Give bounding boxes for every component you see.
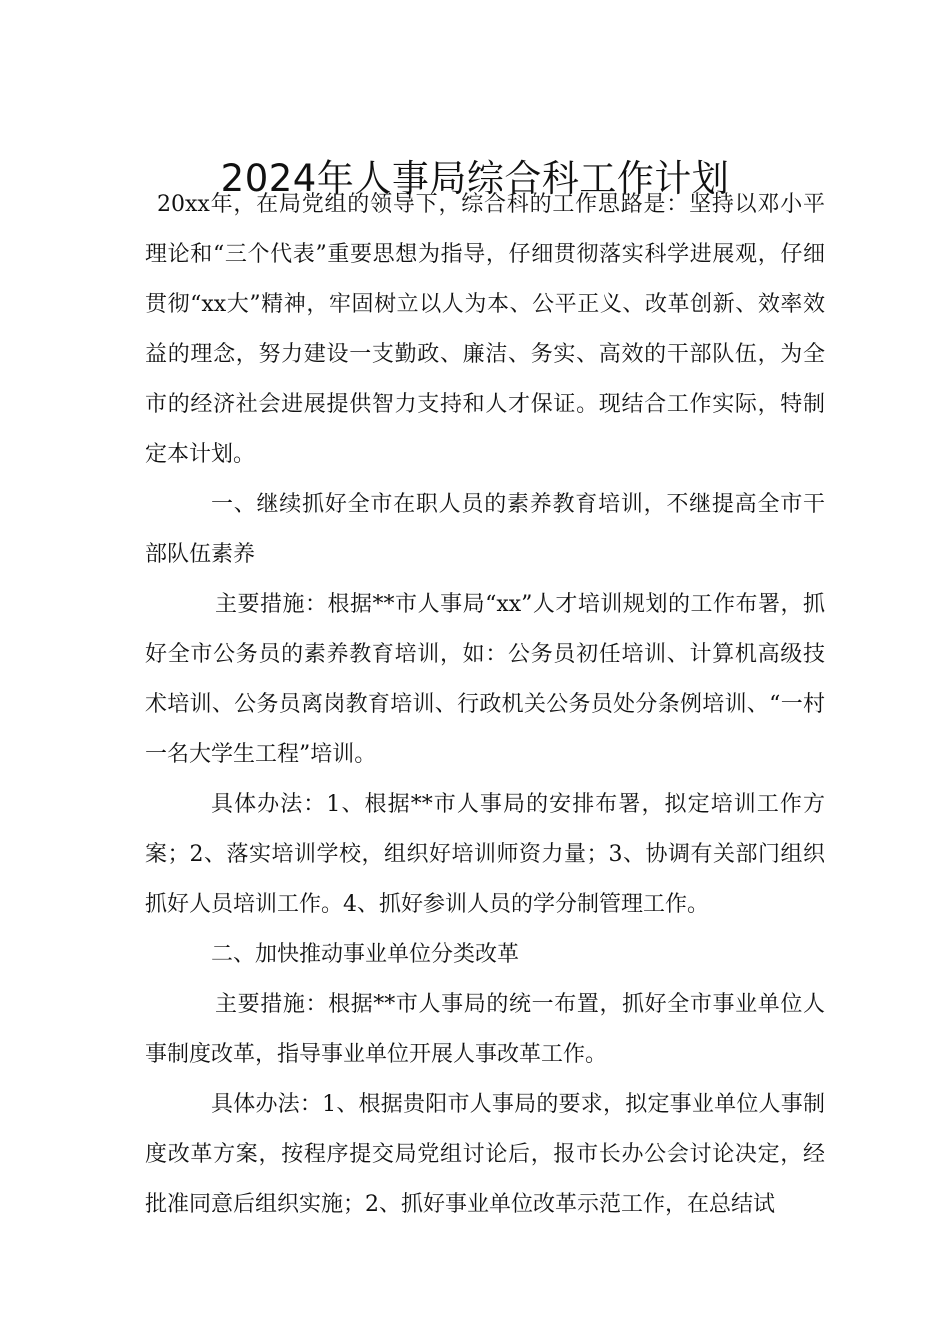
paragraph-main-measures-2: 主要措施：根据**市人事局的统一布置，抓好全市事业单位人事制度改革，指导事业单位开展人事改革工作。 <box>145 992 825 1067</box>
paragraph-specific-methods-2: 具体办法：1、根据贵阳市人事局的要求，拟定事业单位人事制度改革方案，按程序提交局党组讨论后，报市长办公会讨论决定，经批准同意后组织实施；2、抓好事业单位改革示范工作，在总结试 <box>145 1092 825 1217</box>
document-title: 2024年人事局综合科工作计划 <box>220 156 730 200</box>
paragraph-main-measures-1: 主要措施：根据**市人事局“xx”人才培训规划的工作布署，抓好全市公务员的素养教育培训，如：公务员初任培训、计算机高级技术培训、公务员离岗教育培训、行政机关公务员处分条例培训、“一村一名大学生工程”培训。 <box>145 592 825 767</box>
paragraph-specific-methods-1: 具体办法：1、根据**市人事局的安排布署，拟定培训工作方案；2、落实培训学校，组织好培训师资力量；3、协调有关部门组织抓好人员培训工作。4、抓好参训人员的学分制管理工作。 <box>145 792 825 917</box>
section-heading-2: 二、加快推动事业单位分类改革 <box>211 942 520 967</box>
paragraph-intro: 20xx年，在局党组的领导下，综合科的工作思路是：坚持以邓小平理论和“三个代表”重要思想为指导，仔细贯彻落实科学进展观，仔细贯彻“xx大”精神，牢固树立以人为本、公平正义、改革创新、效率效益的理念，努力建设一支勤政、廉洁、务实、高效的干部队伍，为全市的经济社会进展提供智力支持和人才保证。现结合工作实际，特制定本计划。 <box>145 192 825 467</box>
section-heading-1: 一、继续抓好全市在职人员的素养教育培训，不继提高全市干部队伍素养 <box>145 492 825 567</box>
document-body <box>145 180 825 1230</box>
